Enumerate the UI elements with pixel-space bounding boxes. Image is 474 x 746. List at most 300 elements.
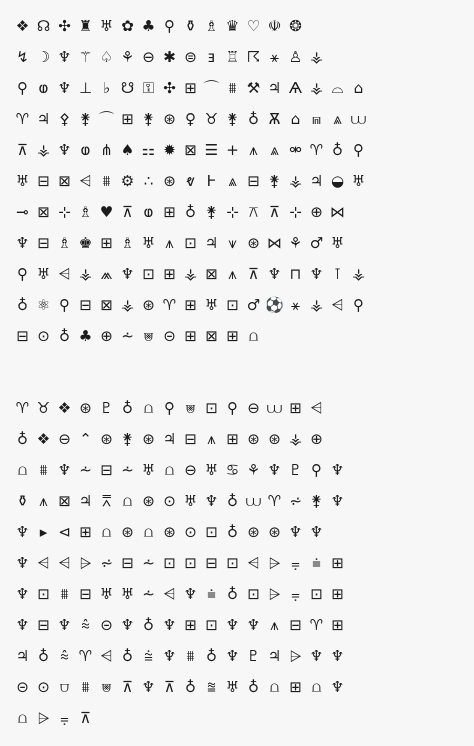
glyph-row bbox=[12, 196, 464, 227]
glyph-symbol: ♭ bbox=[102, 78, 111, 97]
glyph-symbol: ⩪ bbox=[121, 326, 134, 345]
glyph-symbol: ♃ bbox=[36, 109, 51, 128]
glyph-symbol: ⊠ bbox=[100, 295, 113, 314]
glyph-symbol: ♁ bbox=[122, 646, 133, 665]
glyph-block-1 bbox=[12, 10, 464, 351]
glyph-symbol: ⊟ bbox=[16, 326, 29, 345]
glyph-symbol: ⊙ bbox=[37, 677, 50, 696]
glyph-symbol: ⌒ bbox=[98, 109, 114, 128]
glyph-symbol: ♁ bbox=[227, 491, 238, 510]
glyph-symbol: ♃ bbox=[267, 646, 282, 665]
glyph-symbol: ⩓ bbox=[228, 171, 237, 190]
glyph-symbol: ♆ bbox=[141, 677, 156, 696]
glyph-symbol: ♖ bbox=[225, 47, 240, 66]
glyph-symbol: ♣ bbox=[141, 16, 156, 35]
glyph-symbol: ⊞ bbox=[184, 295, 197, 314]
glyph-symbol: ♅ bbox=[204, 460, 219, 479]
glyph-symbol: ⩩ bbox=[102, 171, 111, 190]
glyph-symbol: ⊛ bbox=[121, 522, 134, 541]
glyph-symbol: ⩐ bbox=[101, 677, 112, 696]
glyph-symbol: ⊟ bbox=[79, 584, 92, 603]
glyph-symbol: ⚽ bbox=[265, 295, 284, 314]
glyph-row bbox=[12, 702, 464, 733]
glyph-symbol: ♁ bbox=[17, 295, 28, 314]
glyph-symbol: ♈ bbox=[309, 615, 324, 634]
glyph-symbol: ⊼ bbox=[269, 202, 280, 221]
glyph-symbol: ♠ bbox=[120, 140, 135, 159]
glyph-symbol: ❖ bbox=[57, 398, 72, 417]
glyph-symbol: ⊡ bbox=[205, 398, 218, 417]
glyph-symbol: ⩭ bbox=[144, 646, 153, 665]
glyph-symbol: ⊡ bbox=[184, 233, 197, 252]
glyph-row bbox=[12, 671, 464, 702]
glyph-row bbox=[12, 134, 464, 165]
glyph-symbol: ⩍ bbox=[17, 708, 28, 727]
glyph-symbol: ⩚ bbox=[270, 615, 279, 634]
glyph-symbol: ♡ bbox=[246, 16, 261, 35]
glyph-symbol: ⚲ bbox=[17, 264, 28, 283]
glyph-symbol: ⚲ bbox=[353, 295, 364, 314]
glyph-symbol: ♁ bbox=[17, 429, 28, 448]
glyph-symbol: ⩊ bbox=[350, 109, 367, 128]
glyph-symbol: ⩌ bbox=[59, 677, 70, 696]
glyph-row bbox=[12, 516, 464, 547]
glyph-symbol: ✱ bbox=[163, 47, 176, 66]
glyph-symbol: ⚶ bbox=[352, 264, 365, 283]
glyph-symbol: ⩤ bbox=[163, 584, 176, 603]
glyph-symbol: ⚵ bbox=[269, 171, 280, 190]
glyph-symbol: ⩰ bbox=[207, 677, 216, 696]
glyph-symbol: ⊟ bbox=[247, 171, 260, 190]
glyph-row bbox=[12, 103, 464, 134]
glyph-symbol: ❖ bbox=[15, 16, 30, 35]
glyph-symbol: ☫ bbox=[267, 16, 282, 35]
glyph-symbol: ⊛ bbox=[163, 522, 176, 541]
glyph-symbol: ♅ bbox=[330, 233, 345, 252]
glyph-symbol: ⩪ bbox=[142, 553, 155, 572]
glyph-symbol: ⚶ bbox=[121, 295, 134, 314]
glyph-symbol: ⩩ bbox=[39, 460, 48, 479]
glyph-symbol: ⚲ bbox=[59, 295, 70, 314]
glyph-symbol: ⩯ bbox=[81, 615, 90, 634]
glyph-symbol: ⚹ bbox=[290, 295, 300, 314]
glyph-symbol: ♆ bbox=[204, 491, 219, 510]
glyph-symbol: ⊞ bbox=[184, 615, 197, 634]
glyph-symbol: ⊛ bbox=[142, 429, 155, 448]
glyph-symbol: ⚴ bbox=[59, 109, 70, 128]
glyph-symbol: ♈ bbox=[78, 646, 93, 665]
glyph-symbol: ⊞ bbox=[79, 522, 92, 541]
glyph-symbol: ⩍ bbox=[122, 491, 133, 510]
glyph-symbol: ⊞ bbox=[184, 326, 197, 345]
glyph-symbol: ⊕ bbox=[100, 326, 113, 345]
glyph-symbol: ♃ bbox=[162, 429, 177, 448]
glyph-symbol: ⚵ bbox=[80, 109, 91, 128]
glyph-symbol: ⩎ bbox=[312, 109, 321, 128]
glyph-symbol: ⩩ bbox=[186, 646, 195, 665]
glyph-symbol: ♅ bbox=[141, 233, 156, 252]
glyph-symbol: ♁ bbox=[122, 398, 133, 417]
glyph-symbol: ⊠ bbox=[205, 326, 218, 345]
glyph-symbol: ⊙ bbox=[184, 522, 197, 541]
glyph-symbol: ⩍ bbox=[248, 326, 259, 345]
glyph-symbol: ⩧ bbox=[207, 584, 216, 603]
glyph-symbol: ♙ bbox=[288, 47, 303, 66]
glyph-symbol: ♆ bbox=[330, 491, 345, 510]
glyph-symbol: ♆ bbox=[15, 233, 30, 252]
glyph-symbol: ♆ bbox=[15, 522, 30, 541]
glyph-symbol: ⩤ bbox=[37, 553, 50, 572]
glyph-symbol: ❂ bbox=[289, 16, 302, 35]
glyph-symbol: ♗ bbox=[57, 233, 72, 252]
glyph-symbol: ⊡ bbox=[142, 264, 155, 283]
glyph-symbol: ⩪ bbox=[142, 584, 155, 603]
glyph-symbol: ♁ bbox=[227, 522, 238, 541]
glyph-symbol: ⚶ bbox=[310, 47, 323, 66]
glyph-symbol: ⱷ bbox=[80, 140, 91, 159]
glyph-symbol: ♆ bbox=[309, 264, 324, 283]
glyph-row bbox=[12, 258, 464, 289]
glyph-symbol: ⩩ bbox=[228, 78, 237, 97]
glyph-symbol: ⩤ bbox=[310, 398, 323, 417]
glyph-symbol: ♥ bbox=[99, 202, 114, 221]
glyph-symbol: ⩦ bbox=[291, 584, 300, 603]
glyph-symbol: ⌂ bbox=[353, 78, 364, 97]
glyph-symbol: ☊ bbox=[36, 16, 51, 35]
glyph-symbol: ♗ bbox=[204, 16, 219, 35]
glyph-symbol: ♃ bbox=[309, 171, 324, 190]
glyph-symbol: ⋔ bbox=[100, 140, 113, 159]
glyph-symbol: ⚵ bbox=[206, 202, 217, 221]
glyph-row bbox=[12, 392, 464, 423]
glyph-symbol: ⊛ bbox=[247, 233, 260, 252]
glyph-symbol: ⚮ bbox=[289, 140, 302, 159]
glyph-symbol: + bbox=[226, 140, 239, 159]
glyph-symbol: ⊖ bbox=[142, 47, 155, 66]
glyph-symbol: ⊛ bbox=[142, 295, 155, 314]
glyph-symbol: ⊟ bbox=[184, 429, 197, 448]
glyph-symbol: ✹ bbox=[163, 140, 176, 159]
glyph-symbol: ♃ bbox=[267, 78, 282, 97]
glyph-symbol: ♋ bbox=[225, 460, 240, 479]
glyph-symbol: ♆ bbox=[309, 646, 324, 665]
glyph-symbol: ☽ bbox=[36, 47, 51, 66]
glyph-symbol: ✣ bbox=[163, 78, 176, 97]
glyph-symbol: ⊼ bbox=[80, 708, 91, 727]
glyph-symbol: ⚶ bbox=[184, 264, 197, 283]
glyph-symbol: ⩫ bbox=[289, 491, 302, 510]
glyph-symbol: ♆ bbox=[57, 460, 72, 479]
glyph-symbol: ♅ bbox=[204, 295, 219, 314]
glyph-symbol: ♉ bbox=[204, 109, 219, 128]
glyph-symbol: ♂ bbox=[309, 233, 324, 252]
glyph-symbol: ♅ bbox=[141, 460, 156, 479]
glyph-symbol: ⩤ bbox=[331, 295, 344, 314]
glyph-symbol: ◒ bbox=[330, 171, 345, 190]
glyph-symbol: ♆ bbox=[267, 264, 282, 283]
glyph-symbol: ♂ bbox=[246, 295, 261, 314]
glyph-symbol: ⚲ bbox=[164, 16, 175, 35]
glyph-symbol: ✣ bbox=[58, 16, 71, 35]
glyph-symbol: ⊼ bbox=[122, 677, 133, 696]
glyph-symbol: ⩦ bbox=[60, 708, 69, 727]
glyph-symbol: ⩥ bbox=[79, 553, 92, 572]
glyph-symbol: ♅ bbox=[36, 264, 51, 283]
glyph-symbol: ♃ bbox=[15, 646, 30, 665]
glyph-symbol: ⱻ bbox=[207, 47, 216, 66]
glyph-symbol: ⊕ bbox=[310, 202, 323, 221]
glyph-row bbox=[12, 72, 464, 103]
glyph-symbol: ⚿ bbox=[142, 78, 155, 97]
glyph-row bbox=[12, 640, 464, 671]
glyph-symbol: ⊛ bbox=[79, 398, 92, 417]
glyph-symbol: ⚙ bbox=[120, 171, 135, 190]
glyph-symbol: ⚶ bbox=[37, 140, 50, 159]
glyph-symbol: ⊞ bbox=[331, 615, 344, 634]
glyph-symbol: ⊡ bbox=[205, 615, 218, 634]
glyph-symbol: ⚹ bbox=[269, 47, 279, 66]
glyph-symbol: ▸ bbox=[39, 522, 48, 541]
glyph-symbol: ⊞ bbox=[184, 78, 197, 97]
glyph-symbol: ⊟ bbox=[79, 295, 92, 314]
glyph-symbol: ⊞ bbox=[226, 326, 239, 345]
glyph-symbol: ♆ bbox=[225, 615, 240, 634]
glyph-symbol: ⚶ bbox=[310, 78, 323, 97]
glyph-symbol: ⌒ bbox=[203, 78, 219, 97]
glyph-symbol: ♁ bbox=[227, 584, 238, 603]
glyph-symbol: ⚱ bbox=[184, 16, 197, 35]
glyph-symbol: ⚵ bbox=[227, 109, 238, 128]
glyph-symbol: ⊛ bbox=[247, 429, 260, 448]
glyph-symbol: ♁ bbox=[248, 109, 259, 128]
glyph-symbol: ♀ bbox=[185, 109, 196, 128]
glyph-symbol: ⩫ bbox=[100, 553, 113, 572]
glyph-symbol: ♅ bbox=[15, 171, 30, 190]
glyph-symbol: ⌓ bbox=[331, 78, 344, 97]
glyph-symbol: ⊞ bbox=[121, 109, 134, 128]
glyph-symbol: ⚲ bbox=[164, 398, 175, 417]
glyph-symbol: ⩥ bbox=[268, 553, 281, 572]
glyph-symbol: ⩍ bbox=[164, 460, 175, 479]
glyph-symbol: ⊖ bbox=[247, 398, 260, 417]
glyph-symbol: ⩐ bbox=[185, 398, 196, 417]
glyph-symbol: ♅ bbox=[99, 584, 114, 603]
glyph-symbol: ⊞ bbox=[100, 233, 113, 252]
glyph-symbol: ⚻ bbox=[248, 202, 259, 221]
glyph-symbol: ⊡ bbox=[226, 553, 239, 572]
glyph-symbol: Ѫ bbox=[268, 109, 281, 128]
glyph-symbol: ♈ bbox=[309, 140, 324, 159]
glyph-symbol: ⚘ bbox=[246, 460, 261, 479]
glyph-symbol: ♇ bbox=[246, 646, 261, 665]
glyph-row bbox=[12, 423, 464, 454]
glyph-symbol: Ⱶ bbox=[206, 171, 217, 190]
glyph-symbol: ⊞ bbox=[163, 264, 176, 283]
glyph-symbol: ⩞ bbox=[101, 491, 112, 510]
glyph-symbol: ♇ bbox=[288, 460, 303, 479]
glyph-symbol: ⚶ bbox=[289, 429, 302, 448]
glyph-symbol: ⩐ bbox=[143, 326, 154, 345]
glyph-symbol: ⩓ bbox=[270, 140, 279, 159]
glyph-symbol: ♆ bbox=[330, 460, 345, 479]
glyph-symbol: ⩧ bbox=[312, 553, 321, 572]
glyph-symbol: ⊲ bbox=[58, 522, 71, 541]
glyph-symbol: ☋ bbox=[120, 78, 135, 97]
glyph-symbol: ⊖ bbox=[184, 460, 197, 479]
glyph-row bbox=[12, 454, 464, 485]
glyph-symbol: ⩪ bbox=[121, 460, 134, 479]
glyph-symbol: ⊞ bbox=[226, 429, 239, 448]
glyph-symbol: ♆ bbox=[57, 615, 72, 634]
glyph-symbol: ⌃ bbox=[79, 429, 92, 448]
glyph-symbol: ⊹ bbox=[58, 202, 71, 221]
glyph-symbol: ⊖ bbox=[58, 429, 71, 448]
glyph-symbol: ⊝ bbox=[16, 677, 29, 696]
glyph-symbol: ♈ bbox=[15, 398, 30, 417]
glyph-symbol: ⩤ bbox=[247, 553, 260, 572]
glyph-symbol: ⊠ bbox=[205, 264, 218, 283]
glyph-row bbox=[12, 10, 464, 41]
glyph-symbol: ⋈ bbox=[330, 202, 345, 221]
glyph-symbol: ♆ bbox=[246, 615, 261, 634]
glyph-symbol: ♛ bbox=[225, 16, 240, 35]
glyph-symbol: ⊞ bbox=[163, 202, 176, 221]
glyph-symbol: ⚵ bbox=[143, 109, 154, 128]
glyph-symbol: ⚘ bbox=[288, 233, 303, 252]
glyph-symbol: ⩤ bbox=[58, 553, 71, 572]
glyph-symbol: ⊟ bbox=[205, 553, 218, 572]
glyph-symbol: ♁ bbox=[185, 677, 196, 696]
glyph-symbol: ⩩ bbox=[60, 584, 69, 603]
glyph-symbol: ⊸ bbox=[16, 202, 29, 221]
glyph-symbol: ⊙ bbox=[37, 326, 50, 345]
glyph-row bbox=[12, 547, 464, 578]
glyph-symbol: ⚲ bbox=[353, 140, 364, 159]
glyph-symbol: ⊡ bbox=[205, 522, 218, 541]
glyph-symbol: ♆ bbox=[183, 584, 198, 603]
glyph-symbol: ♆ bbox=[309, 522, 324, 541]
glyph-symbol: ♁ bbox=[206, 646, 217, 665]
glyph-symbol: ⚵ bbox=[311, 491, 322, 510]
glyph-symbol: ⌂ bbox=[290, 109, 301, 128]
glyph-symbol: ♅ bbox=[183, 491, 198, 510]
glyph-symbol: ♈ bbox=[15, 109, 30, 128]
glyph-symbol: ⩚ bbox=[249, 140, 258, 159]
glyph-symbol: ⊝ bbox=[163, 326, 176, 345]
glyph-symbol: ⊞ bbox=[289, 677, 302, 696]
glyph-symbol: ⩥ bbox=[289, 646, 302, 665]
glyph-symbol: ❖ bbox=[36, 429, 51, 448]
glyph-symbol: ♆ bbox=[57, 47, 72, 66]
glyph-symbol: ⩍ bbox=[269, 677, 280, 696]
glyph-symbol: ⩚ bbox=[207, 429, 216, 448]
glyph-symbol: ⩤ bbox=[58, 264, 71, 283]
glyph-symbol: ⊛ bbox=[268, 429, 281, 448]
glyph-symbol: ⚲ bbox=[17, 78, 28, 97]
glyph-symbol: ♆ bbox=[120, 264, 135, 283]
glyph-symbol: ⚶ bbox=[79, 264, 92, 283]
glyph-block-2 bbox=[12, 392, 464, 733]
glyph-symbol: ⊛ bbox=[247, 522, 260, 541]
glyph-symbol: ♚ bbox=[78, 233, 93, 252]
glyph-symbol: ⩍ bbox=[101, 522, 112, 541]
glyph-symbol: ♇ bbox=[99, 398, 114, 417]
glyph-symbol: ⩍ bbox=[143, 398, 154, 417]
glyph-symbol: ♣ bbox=[78, 326, 93, 345]
glyph-symbol: ⩪ bbox=[79, 460, 92, 479]
glyph-symbol: ♅ bbox=[351, 171, 366, 190]
glyph-symbol: ⊠ bbox=[184, 140, 197, 159]
glyph-symbol: ⚒ bbox=[246, 78, 261, 97]
glyph-symbol: ⊞ bbox=[331, 584, 344, 603]
glyph-symbol: ⩤ bbox=[100, 646, 113, 665]
glyph-symbol: ♈ bbox=[162, 295, 177, 314]
glyph-symbol: ⊙ bbox=[163, 491, 176, 510]
glyph-symbol: ⊟ bbox=[37, 233, 50, 252]
glyph-symbol: ⚘ bbox=[120, 47, 135, 66]
glyph-symbol: ⊡ bbox=[310, 584, 323, 603]
glyph-symbol: ⩥ bbox=[37, 708, 50, 727]
glyph-symbol: ♤ bbox=[99, 47, 114, 66]
glyph-symbol: ♃ bbox=[78, 491, 93, 510]
glyph-symbol: ⩊ bbox=[266, 398, 283, 417]
glyph-symbol: ♁ bbox=[248, 677, 259, 696]
glyph-row bbox=[12, 41, 464, 72]
glyph-symbol: ⊟ bbox=[121, 553, 134, 572]
glyph-symbol: ⊟ bbox=[37, 171, 50, 190]
glyph-symbol: ⊼ bbox=[122, 202, 133, 221]
glyph-symbol: Ѧ bbox=[288, 78, 303, 97]
glyph-symbol: ♁ bbox=[332, 140, 343, 159]
glyph-symbol: ⚚ bbox=[78, 47, 93, 66]
glyph-symbol: ⚵ bbox=[122, 429, 133, 448]
glyph-row bbox=[12, 320, 464, 351]
glyph-symbol: ♆ bbox=[57, 78, 72, 97]
glyph-symbol: ⩊ bbox=[245, 491, 262, 510]
glyph-symbol: ♈ bbox=[267, 491, 282, 510]
glyph-symbol: ⩓ bbox=[333, 109, 342, 128]
glyph-symbol: ♗ bbox=[120, 233, 135, 252]
glyph-symbol: ♁ bbox=[185, 202, 196, 221]
glyph-symbol: ⩥ bbox=[268, 584, 281, 603]
glyph-symbol: ⚶ bbox=[289, 171, 302, 190]
glyph-symbol: ♉ bbox=[36, 398, 51, 417]
glyph-row bbox=[12, 609, 464, 640]
glyph-symbol: ⊹ bbox=[289, 202, 302, 221]
glyph-symbol: ⚏ bbox=[141, 140, 156, 159]
glyph-symbol: ⊟ bbox=[37, 615, 50, 634]
glyph-symbol: ⩚ bbox=[39, 491, 48, 510]
glyph-symbol: ⩚ bbox=[228, 264, 237, 283]
glyph-symbol: ⊛ bbox=[268, 522, 281, 541]
glyph-symbol: ⚲ bbox=[227, 398, 238, 417]
glyph-symbol: ♅ bbox=[99, 16, 114, 35]
glyph-symbol: ⋈ bbox=[267, 233, 282, 252]
glyph-symbol: ⚱ bbox=[16, 491, 29, 510]
glyph-symbol: ⩯ bbox=[60, 646, 69, 665]
glyph-symbol: ⊞ bbox=[331, 553, 344, 572]
glyph-symbol: ♆ bbox=[57, 140, 72, 159]
glyph-symbol: ⩍ bbox=[17, 460, 28, 479]
glyph-symbol: ∴ bbox=[143, 171, 154, 190]
glyph-row bbox=[12, 289, 464, 320]
glyph-symbol: ⊛ bbox=[142, 491, 155, 510]
glyph-row bbox=[12, 227, 464, 258]
glyph-symbol: ⱷ bbox=[143, 202, 154, 221]
glyph-symbol: ✿ bbox=[121, 16, 134, 35]
glyph-symbol: ⩤ bbox=[79, 171, 92, 190]
glyph-symbol: ⊼ bbox=[164, 677, 175, 696]
